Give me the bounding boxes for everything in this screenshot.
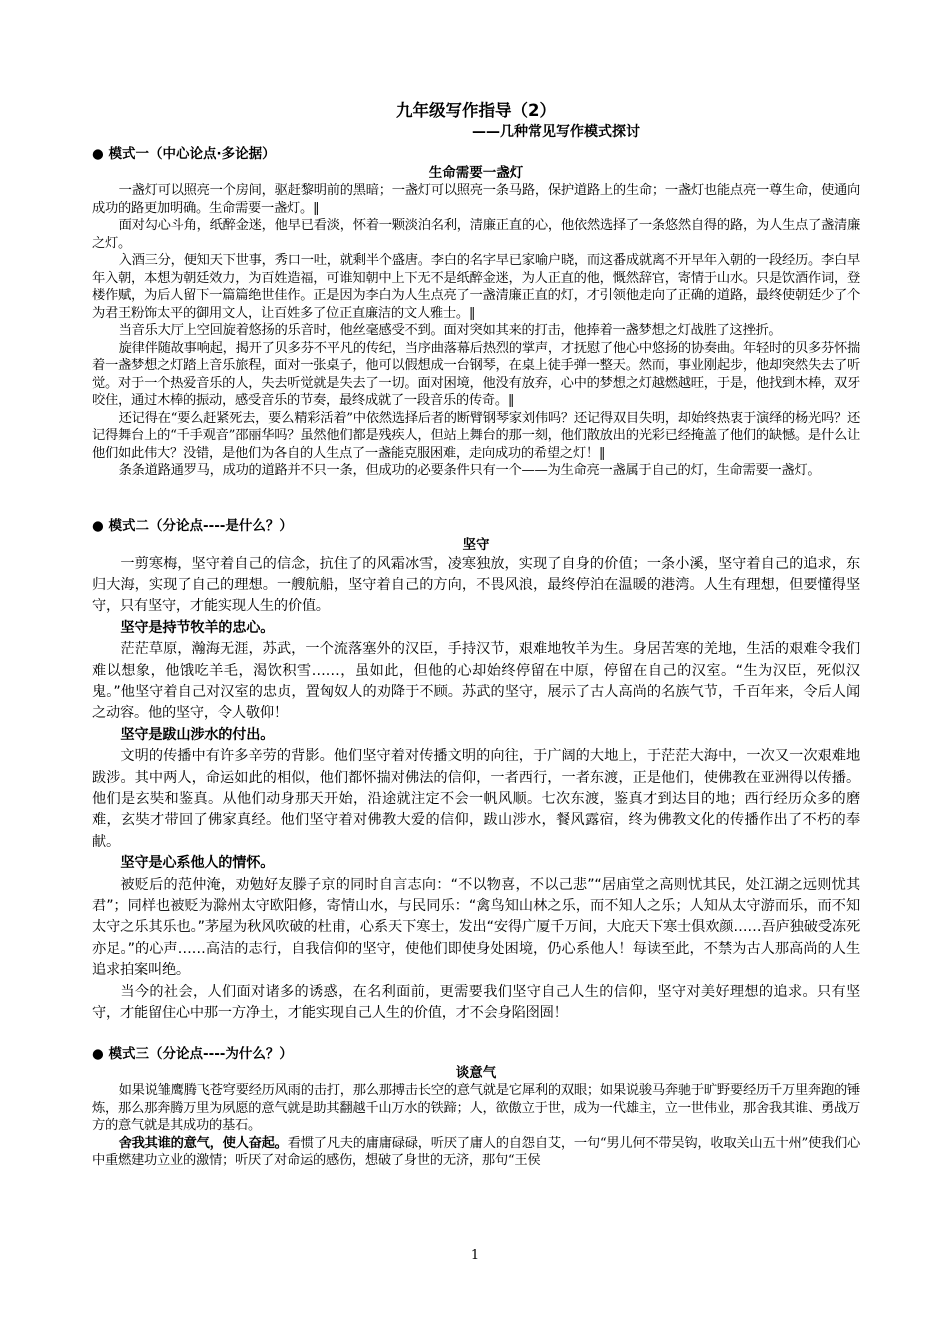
mode3-subpoint-1: 舍我其谁的意气，使人奋起。 [118,1135,288,1151]
mode1-paragraph: 条条道路通罗马，成功的道路并不只一条，但成功的必要条件只有一个——为生命亮一盏属于自己的灯，生命需要一盏灯。 [118,463,821,478]
document-subtitle: ——几种常见写作模式探讨 [472,124,640,140]
bullet-icon: ● [92,1046,104,1063]
page-number: 1 [470,1248,480,1263]
mode3-paragraph-2 [92,1135,860,1170]
mode1-paragraph: 还记得在“要么赶紧死去，要么精彩活着”中依然选择后者的断臂钢琴家刘伟吗？还记得双目失明，却始终热衷于演绎的杨光吗？还记得舞台上的“千手观音”邵丽华吗？虽然他们都是残疾人，但站上舞台的那一刻，他们散放出的光彩已经掩盖了他们的缺憾。是什么让他们如此伟大？没错，是他们为各自的人生点了一盏能克服困难，走向成功的希望之灯！‖ [92,410,860,461]
mode3-paragraph-2-text: 看惯了凡夫的庸庸碌碌，听厌了庸人的自怨自艾，一句“男儿何不带吴钩，收取关山五十州”使我们心中重燃建功立业的激情；听厌了对命运的感伤，想破了身世的无济，那句“王侯 [92,1135,860,1169]
mode2-subpoint-2: 坚守是跋山涉水的付出。 [120,726,275,743]
mode3-essay-title: 谈意气 [455,1065,497,1082]
mode2-paragraph-1: 茫茫草原，瀚海无涯，苏武，一个流落塞外的汉臣，手持汉节，艰难地牧羊为生。身居苦寒的羌地，生活的艰难令我们难以想象，他饿吃羊毛，渴饮积雪……，虽如此，但他的心却始终停留在中原，停留在自己的汉室。“生为汉臣，死似汉鬼。”他坚守着自己对汉室的忠贞，置匈奴人的劝降于不顾。苏武的坚守，展示了古人高尚的名族气节，千百年来，令后人闻之动容。他的坚守，令人敬仰！ [92,641,860,722]
mode3-heading [92,1044,860,1064]
mode1-paragraph: 入酒三分，便知天下世事，秀口一吐，就剩半个盛唐。李白的名字早已家喻户晓，而这番成就离不开早年入朝的一段经历。李白早年入朝，本想为朝廷效力，为百姓造福，可谁知朝中上下无不是纸醉金迷，为人正直的他，慨然辞官，寄情于山水。只是饮酒作词，登楼作赋，为后人留下一篇篇绝世佳作。正是因为李白为人生点亮了一盏清廉正直的灯，才引领他走向了正确的道路，最终使朝廷少了个为君王粉饰太平的御用文人，让百姓多了位正直廉洁的文人雅士。‖ [92,253,860,321]
mode1-paragraph: 一盏灯可以照亮一个房间，驱赶黎明前的黑暗；一盏灯可以照亮一条马路，保护道路上的生命；一盏灯也能点亮一尊生命，使通向成功的路更加明确。生命需要一盏灯。‖ [92,183,860,216]
mode2-intro: 一剪寒梅，坚守着自己的信念，抗住了的风霜冰雪，凌寒独放，实现了自身的价值；一条小溪，坚守着自己的追求，东归大海，实现了自己的理想。一艘航船，坚守着自己的方向，不畏风浪，最终停泊在温暖的港湾。人生有理想，但要懂得坚守，只有坚守，才能实现人生的价值。 [92,555,860,615]
spacer [92,1024,860,1044]
mode2-paragraph-2: 文明的传播中有许多辛劳的背影。他们坚守着对传播文明的向往，于广阔的大地上，于茫茫大海中，一次又一次艰难地跋涉。其中两人，命运如此的相似，他们都怀揣对佛法的信仰，一者西行，一者东渡，正是他们，使佛教在亚洲得以传播。他们是玄奘和鉴真。从他们动身那天开始，沿途就注定不会一帆风顺。七次东渡，鉴真才到达目的地；西行经历众多的磨难，玄奘才带回了佛家真经。他们坚守着对佛教大爱的信仰，跋山涉水，餐风露宿，终为佛教文化的传播作出了不朽的奉献。 [92,748,860,850]
mode2-essay-title: 坚守 [462,536,490,553]
mode2-paragraph-3: 被贬后的范仲淹，劝勉好友滕子京的同时自言志向：“不以物喜，不以己悲”“居庙堂之高则忧其民，处江湖之远则忧其君”；同样也被贬为滁州太守欧阳修，寄情山水，与民同乐：“禽鸟知山林之乐，而不知人之乐；人知从太守游而乐，而不知太守之乐其乐也。”茅屋为秋风吹破的杜甫，心系天下寒士，发出“安得广厦千万间，大庇天下寒士俱欢颜……吾庐独破受冻死亦足。”的心声……高洁的志行，自我信仰的坚守，使他们即使身处困境，仍心系他人！每读至此，不禁为古人那高尚的人生追求拍案叫绝。 [92,876,860,979]
bullet-icon: ● [92,146,104,162]
spacer [92,480,860,516]
document-title: 九年级写作指导（2） [396,101,556,120]
bullet-icon: ● [92,517,104,534]
mode1-essay-title: 生命需要一盏灯 [428,165,524,181]
mode2-paragraph-4: 当今的社会，人们面对诸多的诱惑，在名利面前，更需要我们坚守自己人生的信仰，坚守对美好理想的追求。只有坚守，才能留住心中那一方净土，才能实现自己人生的价值，才不会身陷囹圄！ [92,983,860,1022]
document-body [92,100,860,1170]
mode1-heading [92,144,860,164]
mode2-heading [92,516,860,536]
mode2-label: 模式二（分论点----是什么？） [108,517,293,534]
mode1-label: 模式一（中心论点·多论据） [108,146,276,162]
mode3-paragraph-1: 如果说雏鹰腾飞苍穹要经历风雨的击打，那么那搏击长空的意气就是它犀利的双眼；如果说骏马奔驰于旷野要经历千万里奔跑的锤炼，那么那奔腾万里为夙愿的意气就是助其翻越千山万水的铁蹄；人，欲傲立于世，成为一代雄主，立一世伟业，那舍我其谁、勇战万方的意气就是其成功的基石。 [92,1083,860,1134]
mode3-label: 模式三（分论点----为什么？） [108,1046,293,1063]
mode1-paragraph: 旋律伴随故事响起，揭开了贝多芬不平凡的传纪，当序曲落幕后热烈的掌声，才抚慰了他心中悠扬的协奏曲。年轻时的贝多芬怀揣着一盏梦想之灯踏上音乐旅程，面对一张桌子，他可以假想成一台钢琴，在桌上徒手弹一整天。然而，事业刚起步，他却突然失去了听觉。对于一个热爱音乐的人，失去听觉就是失去了一切。面对困境，他没有放弃，心中的梦想之灯越燃越旺，于是，他找到木棒，双牙咬住，通过木棒的振动，感受音乐的节奏，最终成就了一段音乐的传奇。‖ [92,340,860,408]
mode1-paragraph: 面对勾心斗角，纸醉金迷，他早已看淡，怀着一颗淡泊名利，清廉正直的心，他依然选择了一条悠然自得的路，为人生点了盏清廉之灯。 [92,218,860,251]
mode2-subpoint-1: 坚守是持节牧羊的忠心。 [120,619,275,636]
mode2-subpoint-3: 坚守是心系他人的情怀。 [120,855,275,872]
mode1-paragraph: 当音乐大厅上空回旋着悠扬的乐音时，他丝毫感受不到。面对突如其来的打击，他捧着一盏梦想之灯战胜了这挫折。 [118,323,782,338]
